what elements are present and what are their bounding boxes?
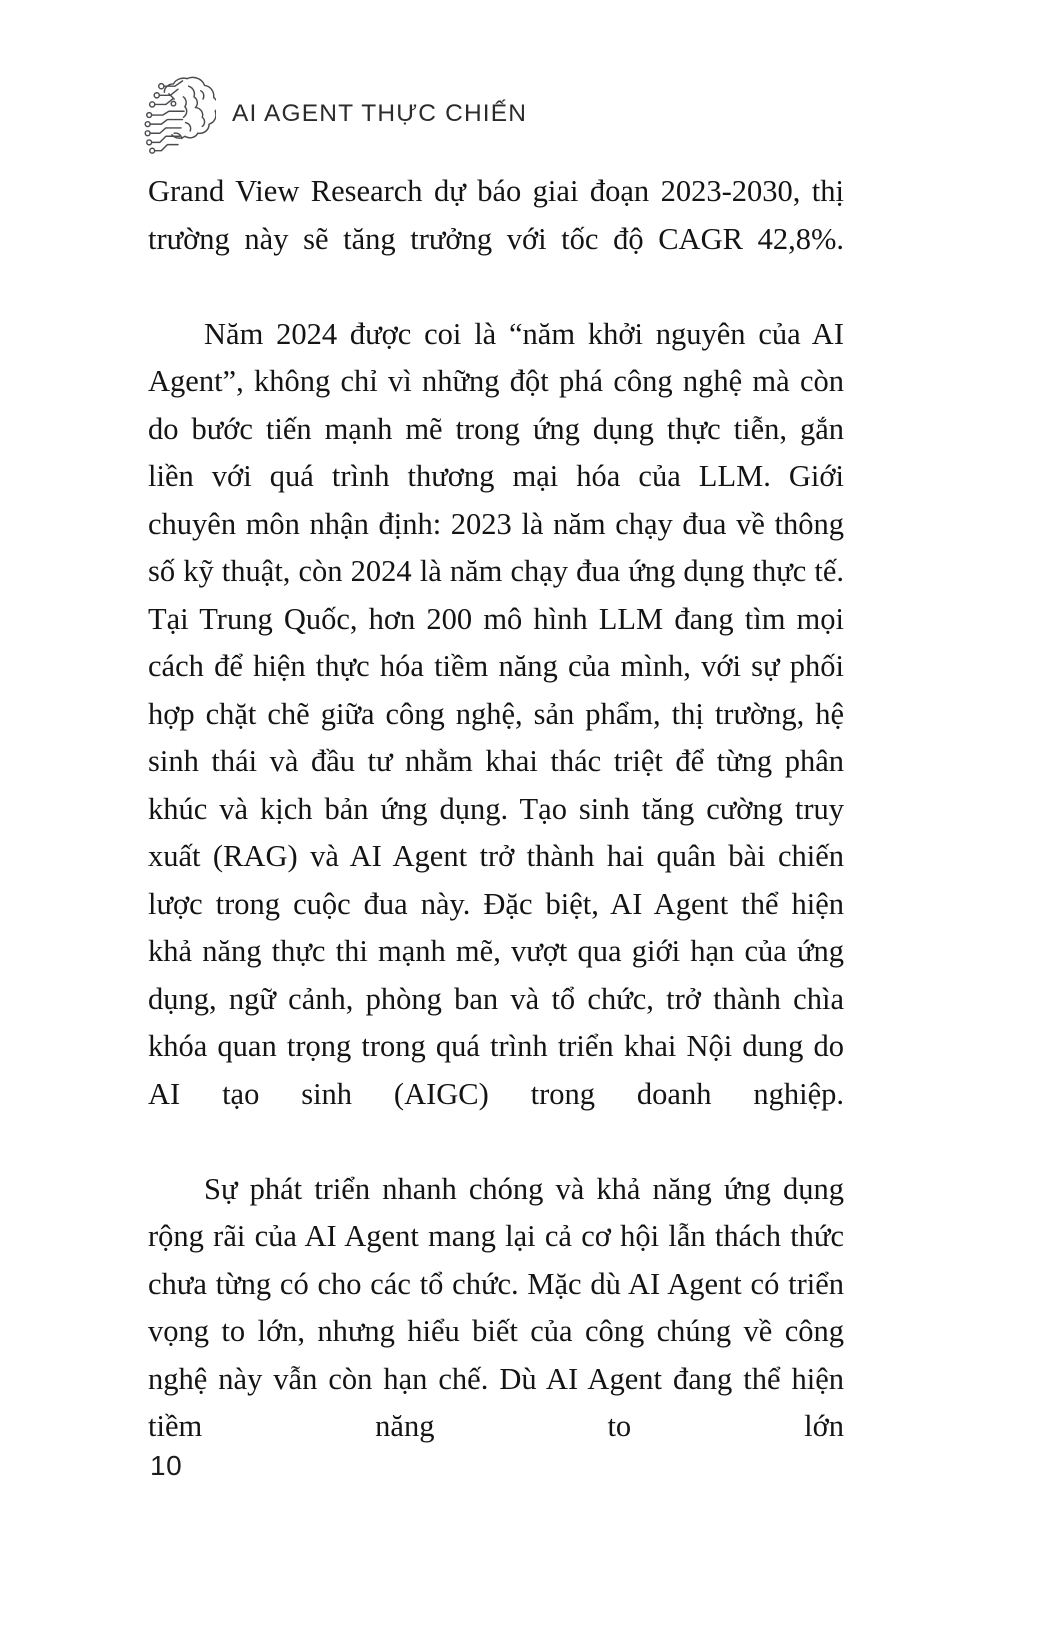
paragraph-1: Grand View Research dự báo giai đoạn 2023-2030, thị trường này sẽ tăng trưởng với tốc độ CAGR 42,8%. [148,174,844,256]
body-text-column [148,168,844,1498]
header-title: AI AGENT THỰC CHIẾN [232,99,528,127]
ai-brain-circuit-icon [140,68,216,156]
page-number: 10 [150,1450,183,1481]
running-header [140,66,527,158]
paragraph-3: Sự phát triển nhanh chóng và khả năng ứng dụng rộng rãi của AI Agent mang lại cả cơ hội lẫn thách thức chưa từng có cho các tổ chức. Mặc dù AI Agent có triển vọng to lớn, nhưng hiểu biết của công chúng về công nghệ này vẫn còn hạn chế. Dù AI Agent đang thể hiện tiềm năng to lớn [148,1171,844,1443]
paragraph-2: Năm 2024 được coi là “năm khởi nguyên của AI Agent”, không chỉ vì những đột phá công nghệ mà còn do bước tiến mạnh mẽ trong ứng dụng thực tiễn, gắn liền với quá trình thương mại hóa của LLM. Giới chuyên môn nhận định: 2023 là năm chạy đua về thông số kỹ thuật, còn 2024 là năm chạy đua ứng dụng thực tế. Tại Trung Quốc, hơn 200 mô hình LLM đang tìm mọi cách để hiện thực hóa tiềm năng của mình, với sự phối hợp chặt chẽ giữa công nghệ, sản phẩm, thị trường, hệ sinh thái và đầu tư nhằm khai thác triệt để từng phân khúc và kịch bản ứng dụng. Tạo sinh tăng cường truy xuất (RAG) và AI Agent trở thành hai quân bài chiến lược trong cuộc đua này. Đặc biệt, AI Agent thể hiện khả năng thực thi mạnh mẽ, vượt qua giới hạn của ứng dụng, ngữ cảnh, phòng ban và tổ chức, trở thành chìa khóa quan trọng trong quá trình triển khai Nội dung do AI tạo sinh (AIGC) trong doanh nghiệp. [148,316,844,1111]
